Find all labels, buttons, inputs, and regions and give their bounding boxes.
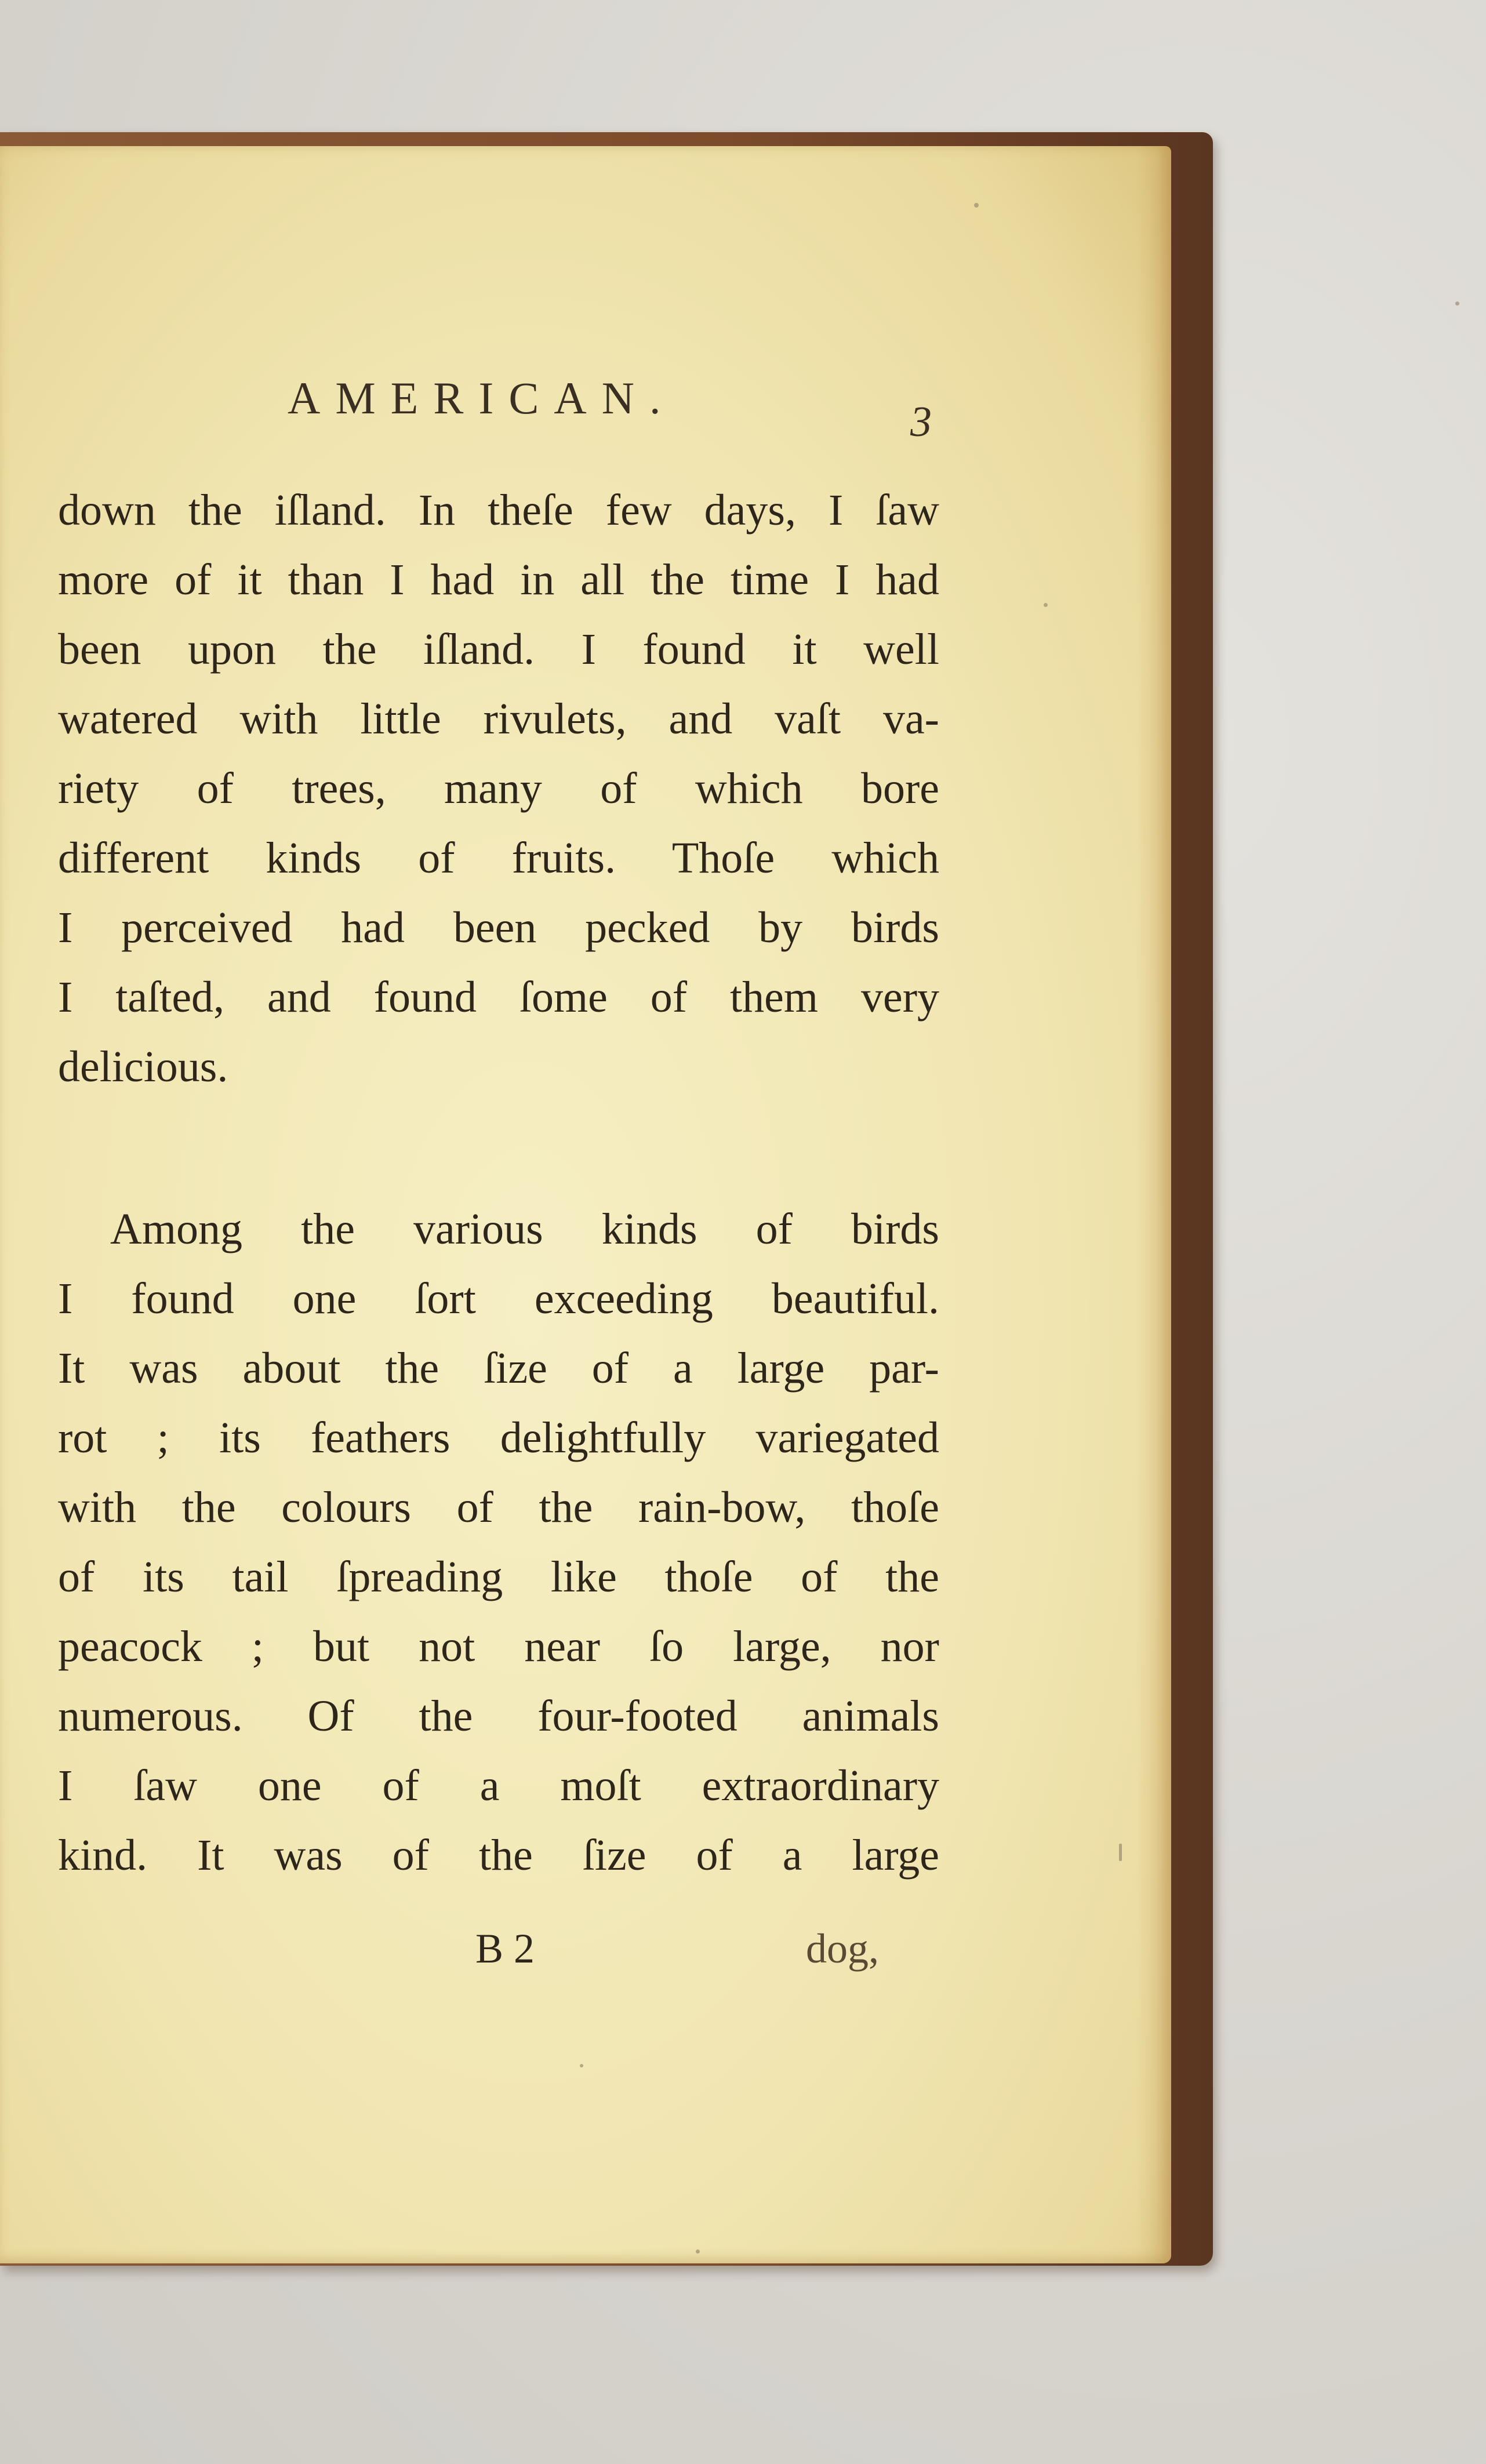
- text-line: been upon the iſland. I found it well: [58, 625, 939, 674]
- text-line: peacock ; but not near ſo large, nor: [58, 1622, 939, 1671]
- text-line: I perceived had been pecked by birds: [58, 903, 939, 952]
- running-title: AMERICAN.: [288, 373, 676, 423]
- signature-mark: B 2: [475, 1925, 535, 1972]
- text-line: watered with little rivulets, and vaſt va-: [58, 695, 939, 743]
- text-line: delicious.: [58, 1042, 228, 1091]
- page-number: 3: [910, 398, 932, 446]
- text-line: with the colours of the rain-bow, thoſe: [58, 1483, 939, 1532]
- text-line: riety of trees, many of which bore: [58, 764, 939, 813]
- catchword: dog,: [806, 1925, 879, 1972]
- paper-speck: [1455, 301, 1459, 306]
- text-line: I ſaw one of a moſt extraordinary: [58, 1761, 939, 1810]
- text-line: Among the various kinds of birds: [110, 1205, 939, 1253]
- paper-speck: [974, 203, 979, 208]
- text-line: more of it than I had in all the time I had: [58, 555, 939, 604]
- paragraph-1: [58, 475, 939, 1102]
- text-line: rot ; its feathers delightfully variegated: [58, 1413, 939, 1462]
- page-edge: [1136, 146, 1171, 2263]
- text-line: different kinds of fruits. Thoſe which: [58, 834, 939, 882]
- text-line: down the iſland. In theſe few days, I ſaw: [58, 486, 939, 535]
- text-line: I found one ſort exceeding beautiful.: [58, 1274, 939, 1323]
- paper-speck: [1119, 1844, 1122, 1861]
- paragraph-2: [58, 1194, 939, 1890]
- running-head: [174, 372, 945, 446]
- text-line: numerous. Of the four-footed animals: [58, 1692, 939, 1740]
- signature-line: [58, 1925, 916, 1989]
- text-line: I taſted, and found ſome of them very: [58, 973, 939, 1022]
- text-line: It was about the ſize of a large par-: [58, 1344, 939, 1393]
- text-line: kind. It was of the ſize of a large: [58, 1831, 939, 1880]
- paper-speck: [1044, 603, 1048, 607]
- paper-speck: [696, 2249, 700, 2254]
- text-line: of its tail ſpreading like thoſe of the: [58, 1553, 939, 1601]
- paper-speck: [580, 2064, 583, 2067]
